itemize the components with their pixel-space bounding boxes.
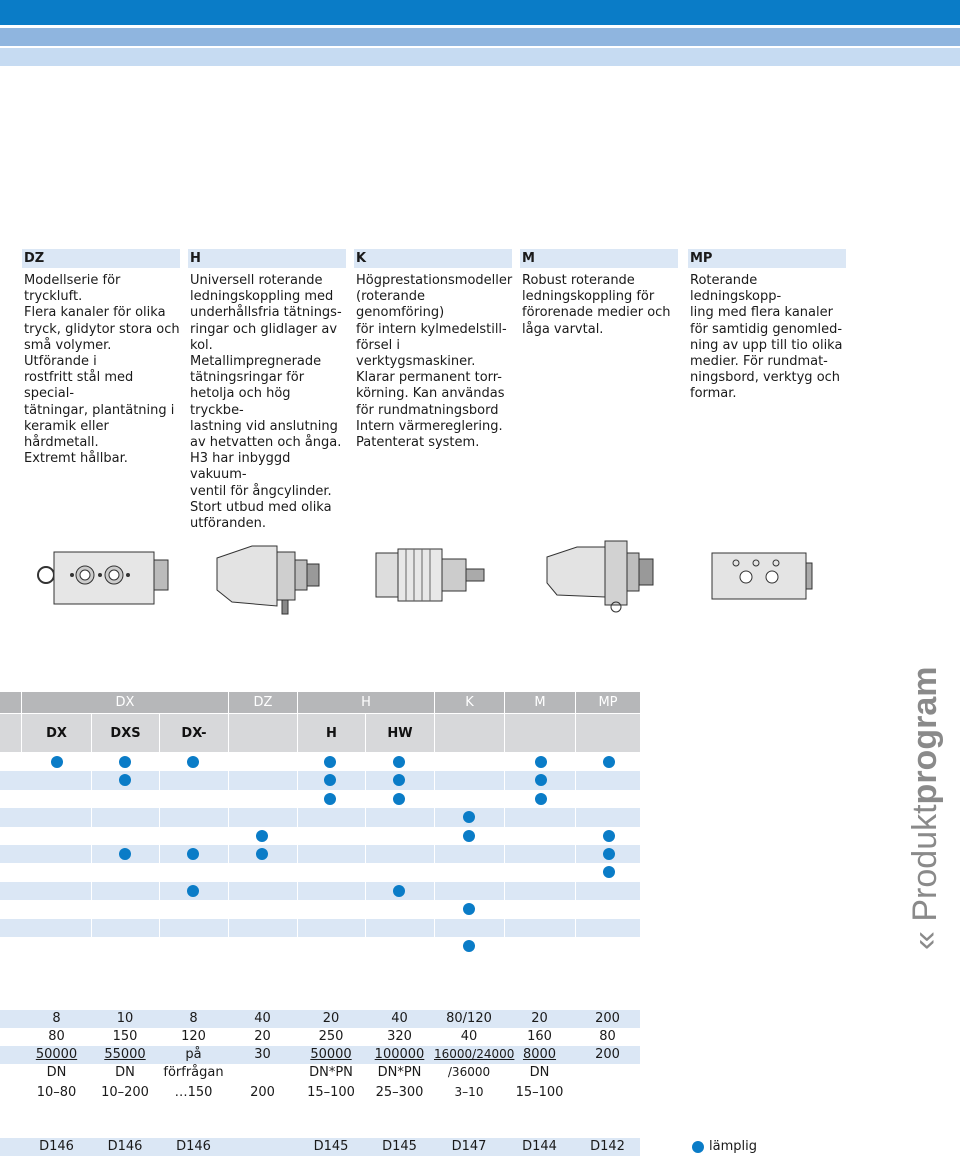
value-cell: förfrågan: [163, 1065, 224, 1080]
subheader-cell: [505, 714, 575, 752]
value-cell: 3–10: [454, 1085, 484, 1099]
dot-row: [0, 882, 640, 900]
page-ref-cell: D145: [382, 1139, 417, 1154]
value-cell: 20: [254, 1029, 271, 1044]
column-text: Robust roterande ledningskoppling för förorenade medier och låga varvtal.: [522, 273, 671, 337]
column-title: M: [520, 249, 678, 268]
dot-row: [0, 900, 640, 918]
legend-label: lämplig: [709, 1139, 757, 1154]
subheader-left-stub: [0, 714, 21, 752]
legend-dot-icon: [692, 1141, 704, 1153]
top-band-blue: [0, 0, 960, 25]
column-text: Högprestationsmodeller (roterande genomföring) för intern kylmedelstill- försel i verktygsmaskiner. Klarar permanent torr- körning. Kan användas för rundmatningsbord Intern värmereglering. Patenterat system.: [356, 273, 513, 451]
subheader-cell: HW: [366, 714, 434, 752]
value-cell: DN: [529, 1065, 550, 1080]
subheader-cell: DXS: [92, 714, 159, 752]
value-cell: 15–100: [307, 1085, 355, 1100]
product-drawing-h: [212, 540, 327, 618]
column-text: Roterande ledningskopp- ling med flera kanaler för samtidig genomled- ning av upp till tio olika medier. För rundmat- ningsbord, verktyg och formar.: [690, 273, 843, 402]
side-label-arrows: «: [906, 931, 944, 950]
column-divider: [228, 753, 229, 955]
value-cell: DN*PN: [377, 1065, 422, 1080]
product-drawing-m: [543, 535, 661, 615]
value-cell: DN*PN: [309, 1065, 353, 1080]
subheader-cell: [576, 714, 640, 752]
group-header: H: [298, 692, 434, 713]
value-cell: 50000: [310, 1047, 352, 1062]
suitable-dot-icon: [393, 793, 405, 805]
value-cell: 200: [595, 1047, 620, 1062]
group-header: DZ: [229, 692, 297, 713]
column-text: Universell roterande ledningskoppling med underhållsfria tätnings- ringar och glidlager av kol. Metallimpregnerade tätningsringar för hetolja och hög tryckbe- lastning vid anslutning av hetvatten och ånga. H3 har inbyggd vakuum- ventil för ångcylinder. Stort utbud med olika utföranden.: [190, 273, 342, 532]
value-cell: 10: [116, 1011, 134, 1026]
value-cell: DN: [46, 1065, 67, 1080]
dot-row: [0, 863, 640, 881]
column-divider: [365, 753, 366, 955]
suitable-dot-icon: [463, 830, 475, 842]
column-divider: [159, 753, 160, 955]
page-ref-cell: D147: [451, 1139, 487, 1154]
product-drawing-mp: [706, 545, 816, 605]
value-cell: 25–300: [375, 1085, 424, 1100]
suitable-dot-icon: [535, 756, 547, 768]
column-title: DZ: [22, 249, 180, 268]
top-band-light: [0, 48, 960, 66]
subheader-cell: [435, 714, 504, 752]
suitable-dot-icon: [393, 885, 405, 897]
value-cell: 15–100: [515, 1085, 564, 1100]
column-0: [22, 249, 180, 467]
column-text: Modellserie för tryckluft. Flera kanaler för olika tryck, glidytor stora och små volymer. Utförande i rostfritt stål med special- tätningar, plantätning i keramik eller hårdmetall. Extremt hållbar.: [24, 273, 180, 467]
dot-row: [0, 808, 640, 826]
value-cell: 10–80: [36, 1085, 77, 1100]
value-cell: 120: [181, 1029, 206, 1044]
group-header: K: [435, 692, 504, 713]
page-ref-cell: D144: [522, 1139, 557, 1154]
value-cell: 30: [254, 1047, 271, 1062]
column-4: [688, 249, 846, 403]
value-cell: på: [185, 1047, 202, 1062]
column-1: [188, 249, 346, 532]
suitable-dot-icon: [603, 830, 615, 842]
side-label-part2: program: [906, 666, 944, 805]
column-title: MP: [688, 249, 846, 268]
value-cell: 40: [254, 1011, 271, 1026]
value-cell: 8: [189, 1011, 198, 1026]
suitable-dot-icon: [119, 848, 131, 860]
column-divider: [297, 753, 298, 955]
value-cell: 8000: [522, 1047, 557, 1062]
value-cell: 250: [318, 1029, 344, 1044]
suitable-dot-icon: [51, 756, 63, 768]
group-header: M: [505, 692, 575, 713]
suitable-dot-icon: [603, 848, 615, 860]
column-title: H: [188, 249, 346, 268]
suitable-dot-icon: [119, 756, 131, 768]
dot-row: [0, 827, 640, 845]
value-cell: 8: [52, 1011, 61, 1026]
top-band-mid: [0, 28, 960, 46]
product-drawing-k: [372, 545, 492, 605]
value-cell: 80/120: [446, 1011, 492, 1026]
dot-row: [0, 937, 640, 955]
suitable-dot-icon: [187, 848, 199, 860]
suitable-dot-icon: [187, 756, 199, 768]
dot-row: [0, 919, 640, 937]
product-drawing-dz: [34, 538, 174, 613]
value-cell: 320: [387, 1029, 412, 1044]
value-cell: 100000: [374, 1047, 425, 1062]
value-cell: 16000/24000: [434, 1047, 515, 1061]
column-3: [520, 249, 678, 338]
page-ref-cell: D145: [313, 1139, 349, 1154]
column-divider: [575, 753, 576, 955]
value-cell: 55000: [104, 1047, 146, 1062]
dot-row: [0, 845, 640, 863]
subheader-cell: [229, 714, 297, 752]
suitable-dot-icon: [463, 940, 475, 952]
suitable-dot-icon: [324, 793, 336, 805]
suitable-dot-icon: [535, 793, 547, 805]
side-label-part1: Produkt: [906, 804, 944, 922]
subheader-cell: H: [298, 714, 365, 752]
value-cell: …150: [174, 1085, 213, 1100]
suitable-dot-icon: [187, 885, 199, 897]
page-ref-cell: D146: [176, 1139, 211, 1154]
page-ref-cell: D142: [590, 1139, 625, 1154]
value-cell: 10–200: [101, 1085, 149, 1100]
suitable-dot-icon: [393, 756, 405, 768]
suitable-dot-icon: [256, 830, 268, 842]
header-left-stub: [0, 692, 21, 713]
column-divider: [504, 753, 505, 955]
value-cell: 160: [527, 1029, 552, 1044]
value-cell: /36000: [447, 1065, 491, 1079]
value-cell: 40: [460, 1029, 478, 1044]
side-label: [906, 666, 946, 950]
suitable-dot-icon: [603, 756, 615, 768]
value-cell: 80: [599, 1029, 616, 1044]
column-title: K: [354, 249, 512, 268]
value-cell: 40: [391, 1011, 408, 1026]
suitable-dot-icon: [324, 756, 336, 768]
subheader-cell: DX: [22, 714, 91, 752]
value-cell: 20: [322, 1011, 340, 1026]
value-cell: DN: [115, 1065, 135, 1080]
value-cell: 150: [112, 1029, 138, 1044]
value-cell: 50000: [35, 1047, 78, 1062]
column-divider: [91, 753, 92, 955]
group-header: DX: [22, 692, 228, 713]
column-divider: [434, 753, 435, 955]
subheader-cell: DX-: [160, 714, 228, 752]
page-ref-cell: D146: [39, 1139, 74, 1154]
group-header: MP: [576, 692, 640, 713]
value-cell: 20: [531, 1011, 548, 1026]
column-2: [354, 249, 512, 451]
page-ref-cell: D146: [107, 1139, 143, 1154]
value-cell: 200: [250, 1085, 275, 1100]
suitable-dot-icon: [256, 848, 268, 860]
value-cell: 200: [595, 1011, 620, 1026]
value-cell: 80: [48, 1029, 65, 1044]
